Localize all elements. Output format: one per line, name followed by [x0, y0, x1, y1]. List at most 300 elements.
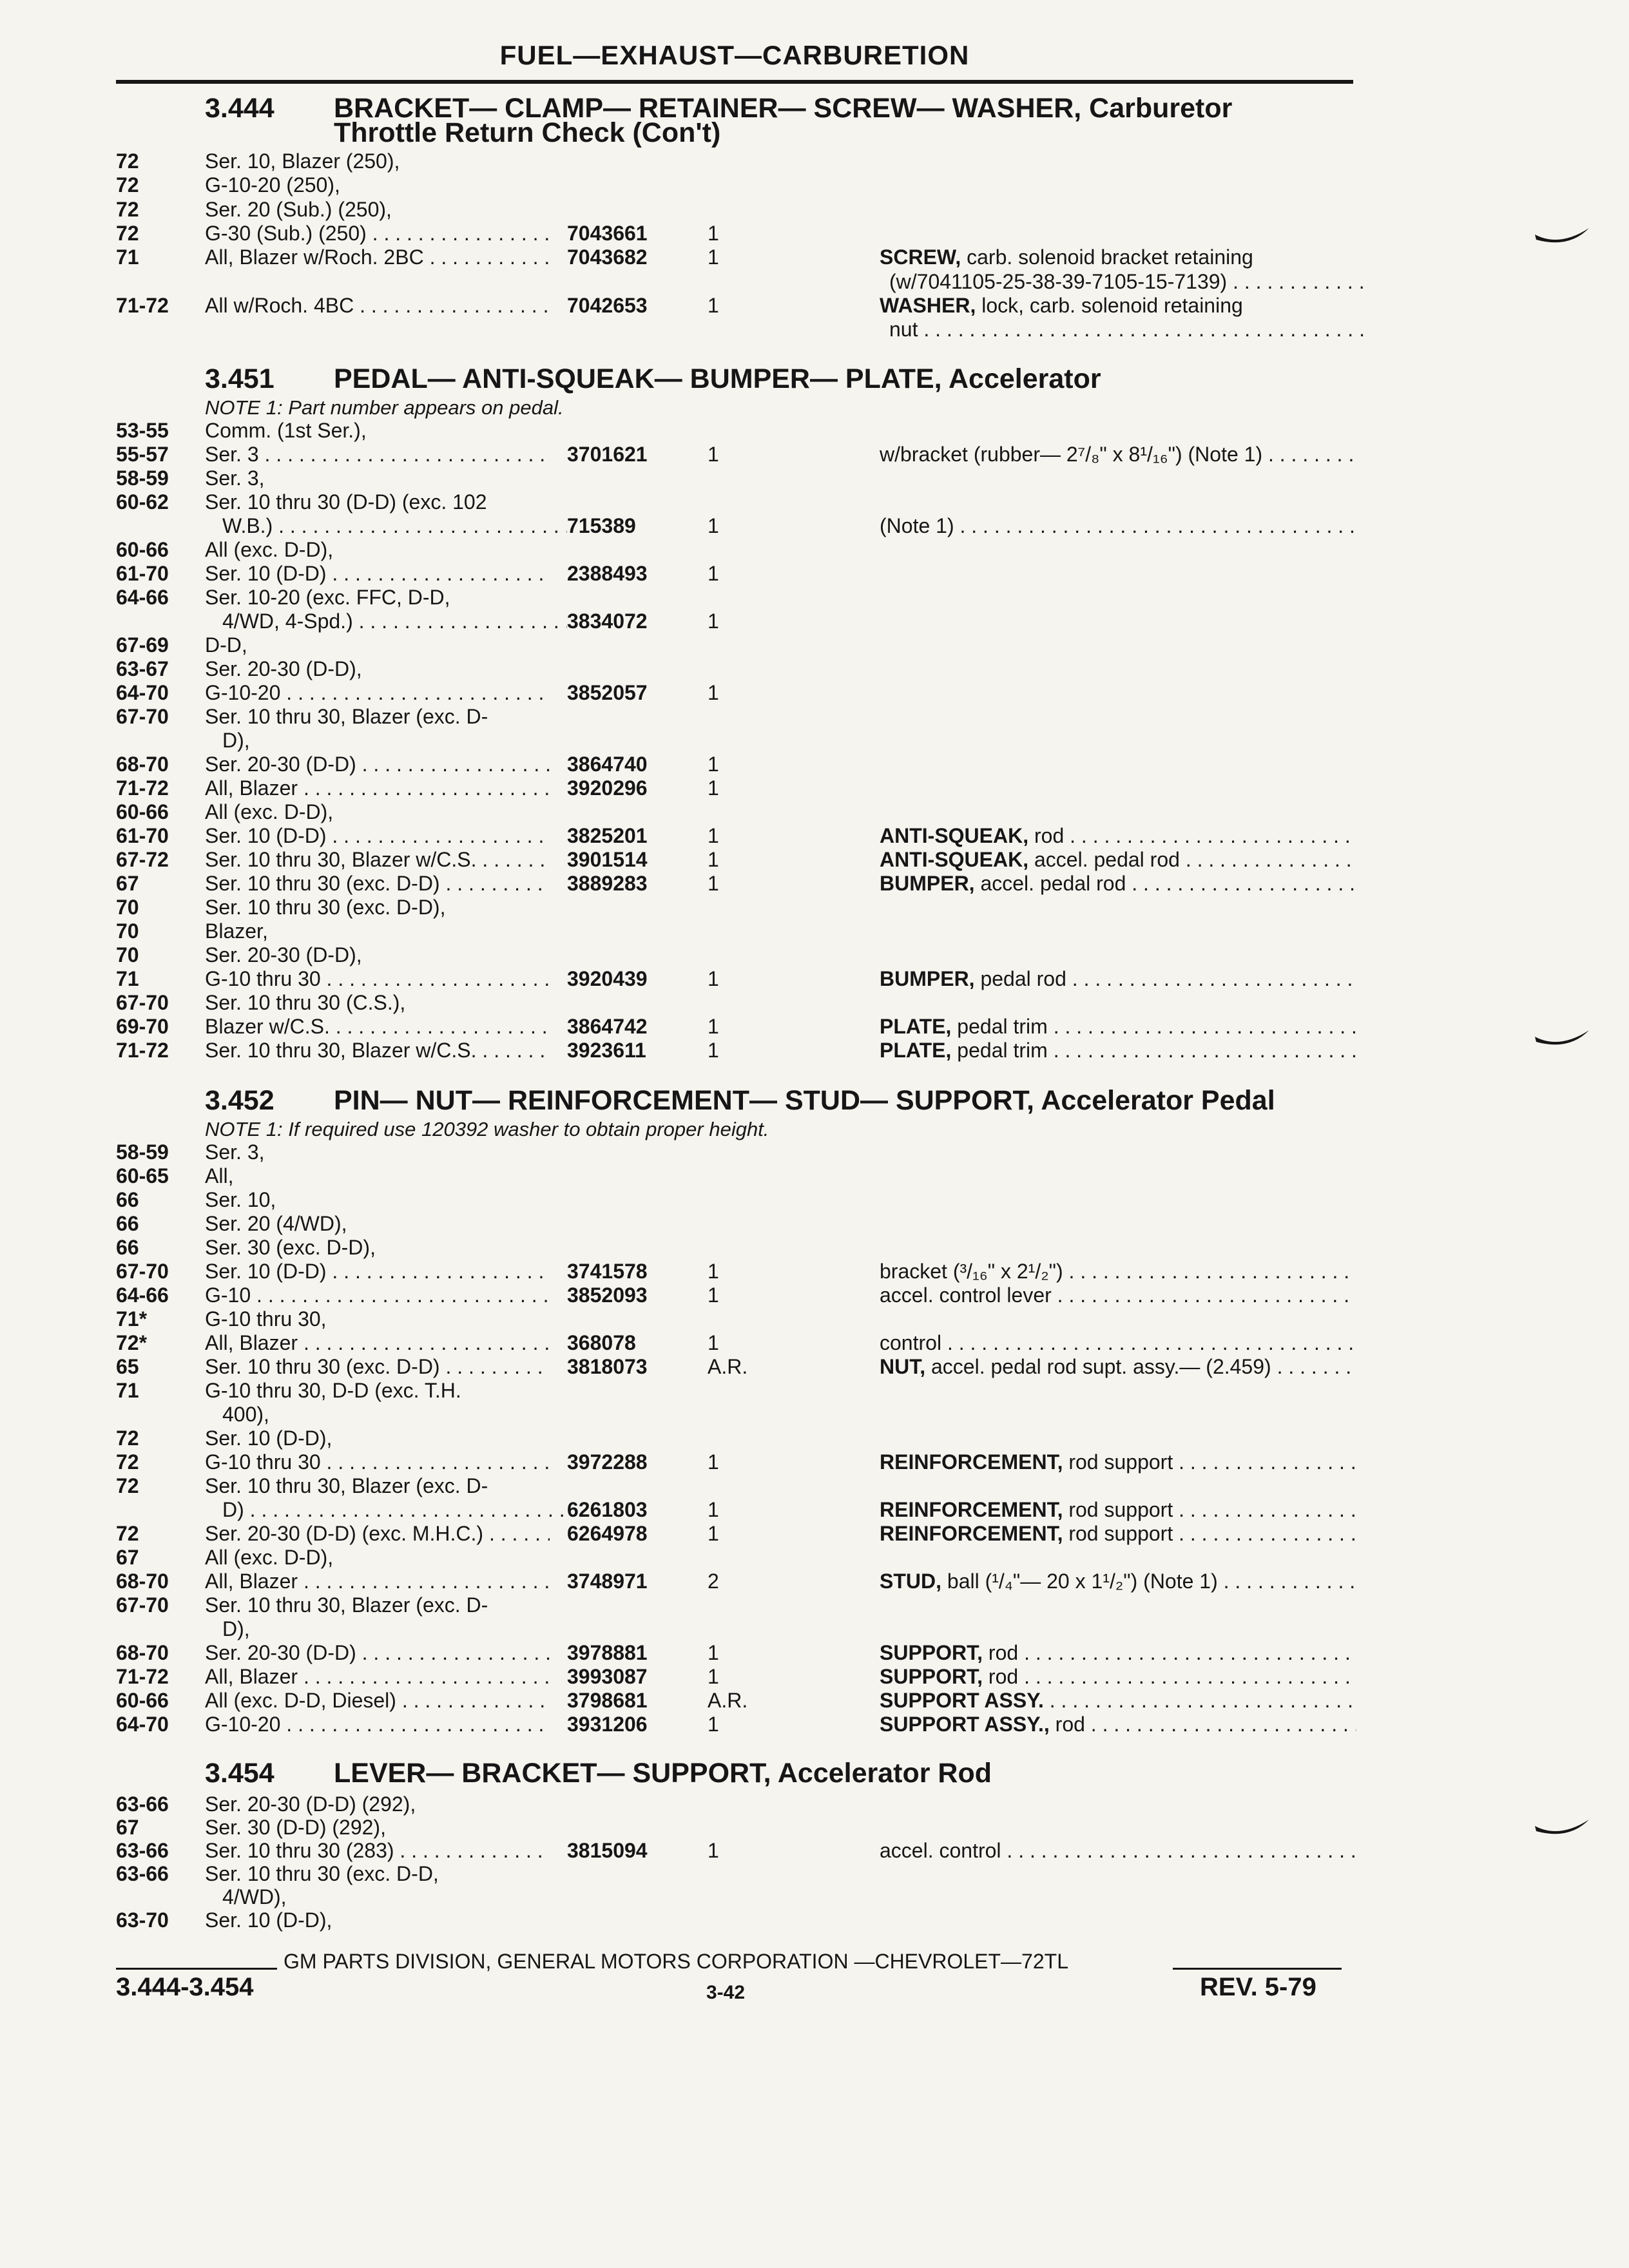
- model-year: 71-72: [116, 1039, 169, 1062]
- table-row: [0, 1641, 1629, 1665]
- application-desc: Ser. 10 thru 30, Blazer w/C.S. . . .: [205, 848, 550, 872]
- part-name: REINFORCEMENT,: [880, 1450, 1063, 1474]
- model-year: 60-62: [116, 490, 169, 514]
- quantity: 1: [708, 1331, 719, 1354]
- part-description: [889, 318, 1366, 341]
- application-desc: All (exc. D-D),: [205, 538, 334, 561]
- quantity: 1: [708, 1522, 719, 1545]
- table-row: [0, 514, 1629, 538]
- table-row: [0, 1474, 1629, 1498]
- part-detail: bracket (³/₁₆" x 2¹/₂"): [880, 1260, 1063, 1283]
- model-year: 70: [116, 896, 139, 919]
- part-number: 3834072: [567, 610, 648, 633]
- part-number: 3748971: [567, 1570, 648, 1593]
- part-detail: nut: [889, 318, 918, 341]
- header-rule: [116, 80, 1353, 84]
- application-desc: Ser. 10 (D-D) . . .: [205, 824, 550, 848]
- section-title: PEDAL— ANTI-SQUEAK— BUMPER— PLATE, Accelerator: [334, 363, 1101, 394]
- application-desc: Ser. 20-30 (D-D) . . .: [205, 753, 550, 776]
- application-desc: 400),: [222, 1403, 269, 1426]
- model-year: 67-70: [116, 705, 169, 728]
- part-number: 3931206: [567, 1713, 648, 1736]
- section-heading: [205, 1758, 992, 1789]
- quantity: 1: [708, 824, 719, 847]
- application-desc: Ser. 10 thru 30 (D-D) (exc. 102: [205, 490, 487, 514]
- section-number: 3.454: [205, 1758, 275, 1789]
- model-year: 63-66: [116, 1792, 169, 1816]
- model-year: 68-70: [116, 1641, 169, 1664]
- part-detail: rod support: [1063, 1450, 1173, 1474]
- table-row: [0, 586, 1629, 610]
- table-row: [0, 1427, 1629, 1450]
- quantity: A.R.: [708, 1689, 748, 1712]
- table-row: [0, 1379, 1629, 1403]
- part-detail: lock, carb. solenoid retaining: [976, 293, 1243, 317]
- part-number: 3923611: [567, 1039, 646, 1062]
- table-row: [0, 1498, 1629, 1522]
- table-row: [0, 1015, 1629, 1039]
- part-detail: carb. solenoid bracket retaining: [961, 245, 1253, 269]
- model-year: 71: [116, 245, 139, 269]
- part-number: 7043682: [567, 245, 648, 269]
- table-row: [0, 776, 1629, 800]
- part-description: [880, 1355, 1356, 1379]
- application-desc: Ser. 10 thru 30 (exc. D-D) . . .: [205, 1355, 550, 1379]
- model-year: 72: [116, 197, 139, 221]
- part-name: REINFORCEMENT,: [880, 1498, 1063, 1521]
- footer-revision: REV. 5-79: [1200, 1973, 1316, 2001]
- table-row: [0, 419, 1629, 443]
- application-desc: All (exc. D-D, Diesel) . . .: [205, 1689, 550, 1713]
- model-year: 67-70: [116, 1260, 169, 1283]
- quantity: 1: [708, 245, 719, 269]
- table-row: [0, 1403, 1629, 1427]
- application-desc: Blazer,: [205, 919, 268, 943]
- section-note: NOTE 1: If required use 120392 washer to obtain proper height.: [205, 1118, 769, 1140]
- part-description: [880, 294, 1356, 318]
- quantity: 1: [708, 1713, 719, 1736]
- application-desc: All (exc. D-D),: [205, 1546, 334, 1569]
- part-detail: rod: [1028, 824, 1065, 847]
- application-desc: G-10 . . .: [205, 1283, 550, 1307]
- quantity: 1: [708, 1641, 719, 1664]
- quantity: 1: [708, 221, 719, 245]
- table-row: [0, 1839, 1629, 1863]
- part-description: [880, 1713, 1356, 1736]
- table-row: [0, 610, 1629, 633]
- quantity: 1: [708, 872, 719, 895]
- part-detail: rod support: [1063, 1522, 1173, 1545]
- model-year: 68-70: [116, 1570, 169, 1593]
- application-desc: Ser. 20 (Sub.) (250),: [205, 197, 392, 221]
- part-description: [880, 1039, 1356, 1062]
- application-desc: Ser. 10 (D-D) . . .: [205, 1260, 550, 1283]
- table-row: [0, 1665, 1629, 1689]
- part-number: 3798681: [567, 1689, 648, 1712]
- part-number: 3815094: [567, 1839, 648, 1862]
- table-row: [0, 1331, 1629, 1355]
- part-number: 6261803: [567, 1498, 648, 1521]
- part-description: [880, 1498, 1356, 1522]
- part-number: 7043661: [567, 221, 648, 245]
- model-year: 65: [116, 1355, 139, 1378]
- part-number: 2388493: [567, 562, 648, 585]
- part-name: ANTI-SQUEAK,: [880, 824, 1029, 847]
- part-description: [880, 514, 1356, 538]
- part-detail: w/bracket (rubber— 2⁷/₈" x 8¹/₁₆") (Note 1): [880, 443, 1263, 466]
- table-row: [0, 1570, 1629, 1593]
- model-year: 70: [116, 943, 139, 966]
- table-row: [0, 1039, 1629, 1062]
- part-description: [880, 245, 1356, 269]
- part-number: 3864742: [567, 1015, 648, 1038]
- application-desc: Ser. 20-30 (D-D) (exc. M.H.C.) . . .: [205, 1522, 550, 1546]
- table-row: [0, 824, 1629, 848]
- application-desc: All, Blazer . . .: [205, 1570, 550, 1593]
- table-row: [0, 1307, 1629, 1331]
- table-row: [0, 318, 1629, 341]
- application-desc: G-10 thru 30,: [205, 1307, 327, 1331]
- table-row: [0, 729, 1629, 753]
- part-description: [880, 1522, 1356, 1546]
- table-row: [0, 848, 1629, 872]
- model-year: 60-65: [116, 1164, 169, 1187]
- footer-publisher: GM PARTS DIVISION, GENERAL MOTORS CORPORATION —CHEVROLET—72TL: [284, 1950, 1068, 1973]
- model-year: 60-66: [116, 1689, 169, 1712]
- model-year: 71-72: [116, 1665, 169, 1688]
- table-row: [0, 1593, 1629, 1617]
- application-desc: G-10 thru 30, D-D (exc. T.H.: [205, 1379, 461, 1402]
- application-desc: Ser. 3 . . .: [205, 443, 550, 466]
- application-desc: Ser. 20-30 (D-D) (292),: [205, 1792, 416, 1816]
- model-year: 72: [116, 1450, 139, 1474]
- table-row: [0, 753, 1629, 776]
- table-row: [0, 872, 1629, 896]
- quantity: 2: [708, 1570, 719, 1593]
- application-desc: Ser. 10 thru 30, Blazer (exc. D-: [205, 705, 488, 728]
- table-row: [0, 943, 1629, 967]
- table-row: [0, 919, 1629, 943]
- model-year: 58-59: [116, 466, 169, 490]
- part-name: SUPPORT ASSY.,: [880, 1713, 1050, 1736]
- application-desc: D-D,: [205, 633, 247, 657]
- part-description: [880, 1665, 1356, 1689]
- table-row: [0, 1260, 1629, 1283]
- application-desc: Ser. 10 thru 30, Blazer (exc. D-: [205, 1474, 488, 1497]
- page-header: FUEL—EXHAUST—CARBURETION: [499, 40, 970, 70]
- table-row: [0, 270, 1629, 294]
- model-year: 63-66: [116, 1839, 169, 1862]
- model-year: 64-66: [116, 1283, 169, 1307]
- quantity: 1: [708, 1839, 719, 1862]
- table-row: [0, 1355, 1629, 1379]
- part-name: REINFORCEMENT,: [880, 1522, 1063, 1545]
- part-detail: (Note 1): [880, 514, 954, 537]
- part-detail: pedal trim: [951, 1039, 1048, 1062]
- quantity: A.R.: [708, 1355, 748, 1378]
- quantity: 1: [708, 753, 719, 776]
- part-description: [880, 1641, 1356, 1665]
- application-desc: Ser. 30 (exc. D-D),: [205, 1236, 376, 1259]
- part-number: 3741578: [567, 1260, 648, 1283]
- model-year: 72: [116, 149, 139, 173]
- part-name: SUPPORT ASSY.: [880, 1689, 1044, 1712]
- table-row: [0, 538, 1629, 562]
- part-number: 715389: [567, 514, 636, 537]
- table-row: [0, 633, 1629, 657]
- application-desc: 4/WD),: [222, 1885, 287, 1908]
- table-row: [0, 466, 1629, 490]
- model-year: 72: [116, 1474, 139, 1497]
- application-desc: G-10 thru 30 . . .: [205, 967, 550, 991]
- part-name: PLATE,: [880, 1015, 952, 1038]
- application-desc: D),: [222, 729, 250, 752]
- application-desc: Blazer w/C.S. . . .: [205, 1015, 550, 1039]
- table-row: [0, 800, 1629, 824]
- table-row: [0, 1236, 1629, 1260]
- model-year: 71-72: [116, 776, 169, 800]
- quantity: 1: [708, 562, 719, 585]
- table-row: [0, 1816, 1629, 1840]
- quantity: 1: [708, 1665, 719, 1688]
- binder-mark-icon: [1534, 1028, 1592, 1053]
- part-number: 3920296: [567, 776, 648, 800]
- model-year: 63-66: [116, 1862, 169, 1885]
- part-number: 3852093: [567, 1283, 648, 1307]
- application-desc: Ser. 20-30 (D-D),: [205, 943, 362, 966]
- part-description: [880, 1283, 1356, 1307]
- part-number: 3901514: [567, 848, 648, 871]
- part-detail: accel. control lever: [880, 1283, 1052, 1307]
- part-name: BUMPER,: [880, 872, 975, 895]
- model-year: 72: [116, 173, 139, 197]
- table-row: [0, 896, 1629, 919]
- model-year: 60-66: [116, 800, 169, 823]
- part-number: 3993087: [567, 1665, 648, 1688]
- part-number: 368078: [567, 1331, 636, 1354]
- part-number: 7042653: [567, 293, 648, 317]
- table-row: [0, 1862, 1629, 1886]
- model-year: 67-70: [116, 1593, 169, 1617]
- model-year: 58-59: [116, 1140, 169, 1164]
- quantity: 1: [708, 293, 719, 317]
- part-number: 3864740: [567, 753, 648, 776]
- section-title: BRACKET— CLAMP— RETAINER— SCREW— WASHER, Carburetor: [334, 93, 1233, 124]
- table-row: [0, 443, 1629, 466]
- table-row: [0, 1792, 1629, 1816]
- application-desc: Ser. 10 (D-D),: [205, 1908, 333, 1932]
- part-number: 6264978: [567, 1522, 648, 1545]
- table-row: [0, 1450, 1629, 1474]
- table-row: [0, 1283, 1629, 1307]
- application-desc: Ser. 10, Blazer (250),: [205, 149, 400, 173]
- quantity: 1: [708, 1283, 719, 1307]
- part-description: [880, 1331, 1356, 1355]
- part-number: 3701621: [567, 443, 648, 466]
- part-number: 3920439: [567, 967, 648, 990]
- application-desc: All (exc. D-D),: [205, 800, 334, 823]
- table-row: [0, 705, 1629, 729]
- part-name: ANTI-SQUEAK,: [880, 848, 1029, 871]
- part-number: 3978881: [567, 1641, 648, 1664]
- table-row: [0, 1140, 1629, 1164]
- part-name: BUMPER,: [880, 967, 975, 990]
- table-row: [0, 173, 1629, 197]
- model-year: 66: [116, 1188, 139, 1211]
- table-row: [0, 1908, 1629, 1932]
- part-detail: rod: [983, 1641, 1019, 1664]
- part-number: 3972288: [567, 1450, 648, 1474]
- model-year: 71*: [116, 1307, 148, 1331]
- quantity: 1: [708, 443, 719, 466]
- part-number: 3889283: [567, 872, 648, 895]
- part-detail: ball (¹/₄"— 20 x 1¹/₂") (Note 1): [941, 1570, 1218, 1593]
- model-year: 67: [116, 1816, 139, 1839]
- model-year: 72*: [116, 1331, 148, 1354]
- application-desc: All, Blazer . . .: [205, 1331, 550, 1355]
- quantity: 1: [708, 610, 719, 633]
- model-year: 66: [116, 1212, 139, 1235]
- model-year: 53-55: [116, 419, 169, 442]
- application-desc: Ser. 10 thru 30, Blazer (exc. D-: [205, 1593, 488, 1617]
- application-desc: All, Blazer . . .: [205, 776, 550, 800]
- quantity: 1: [708, 1015, 719, 1038]
- part-name: PLATE,: [880, 1039, 952, 1062]
- model-year: 61-70: [116, 824, 169, 847]
- footer-section-range: 3.444-3.454: [116, 1973, 254, 2001]
- table-row: [0, 1546, 1629, 1570]
- table-row: [0, 681, 1629, 705]
- part-name: SCREW,: [880, 245, 961, 269]
- part-name: WASHER,: [880, 293, 976, 317]
- footer-page-number: 3-42: [706, 1982, 746, 2003]
- application-desc: Ser. 10 thru 30 (exc. D-D),: [205, 896, 446, 919]
- model-year: 63-67: [116, 657, 169, 680]
- section-title: PIN— NUT— REINFORCEMENT— STUD— SUPPORT, Accelerator Pedal: [334, 1085, 1275, 1116]
- quantity: 1: [708, 1450, 719, 1474]
- model-year: 67: [116, 1546, 139, 1569]
- table-row: [0, 1164, 1629, 1188]
- quantity: 1: [708, 1260, 719, 1283]
- table-row: [0, 657, 1629, 681]
- model-year: 71-72: [116, 293, 169, 317]
- part-name: SUPPORT,: [880, 1641, 983, 1664]
- application-desc: Ser. 3,: [205, 1140, 265, 1164]
- part-detail: accel. pedal rod: [974, 872, 1126, 895]
- part-description: [880, 967, 1356, 991]
- part-detail: accel. pedal rod: [1028, 848, 1180, 871]
- application-desc: Ser. 30 (D-D) (292),: [205, 1816, 386, 1839]
- table-row: [0, 245, 1629, 269]
- table-row: [0, 1617, 1629, 1641]
- part-detail: rod support: [1063, 1498, 1173, 1521]
- part-description: [880, 872, 1356, 896]
- table-row: [0, 967, 1629, 991]
- application-desc: Ser. 10 thru 30 (283) . . .: [205, 1839, 550, 1863]
- table-row: [0, 1188, 1629, 1212]
- application-desc: W.B.) . . .: [222, 514, 567, 538]
- part-detail: pedal trim: [951, 1015, 1048, 1038]
- model-year: 67-70: [116, 991, 169, 1014]
- application-desc: Ser. 3,: [205, 466, 265, 490]
- model-year: 70: [116, 919, 139, 943]
- model-year: 71: [116, 967, 139, 990]
- model-year: 72: [116, 1522, 139, 1545]
- part-description: [880, 1839, 1356, 1863]
- table-row: [0, 1885, 1629, 1909]
- table-row: [0, 1522, 1629, 1546]
- table-row: [0, 1689, 1629, 1713]
- quantity: 1: [708, 848, 719, 871]
- part-detail: rod: [983, 1665, 1019, 1688]
- part-name: STUD,: [880, 1570, 941, 1593]
- model-year: 64-70: [116, 1713, 169, 1736]
- application-desc: G-30 (Sub.) (250) . . .: [205, 222, 550, 245]
- application-desc: Ser. 10 thru 30 (exc. D-D) . . .: [205, 872, 550, 896]
- table-row: [0, 222, 1629, 245]
- model-year: 67: [116, 872, 139, 895]
- part-name: NUT,: [880, 1355, 926, 1378]
- section-subtitle: Throttle Return Check (Con't): [334, 117, 721, 148]
- section-note: NOTE 1: Part number appears on pedal.: [205, 396, 564, 419]
- model-year: 64-70: [116, 681, 169, 704]
- quantity: 1: [708, 967, 719, 990]
- part-detail: accel. pedal rod supt. assy.— (2.459): [925, 1355, 1271, 1378]
- model-year: 63-70: [116, 1908, 169, 1932]
- quantity: 1: [708, 776, 719, 800]
- footer-rule-left: [116, 1968, 277, 1970]
- part-description: [880, 1015, 1356, 1039]
- model-year: 64-66: [116, 586, 169, 609]
- table-row: [0, 562, 1629, 586]
- application-desc: D),: [222, 1617, 250, 1640]
- section-number: 3.444: [205, 93, 275, 124]
- part-description: [880, 443, 1356, 466]
- section-number: 3.451: [205, 363, 275, 394]
- quantity: 1: [708, 514, 719, 537]
- part-detail: (w/7041105-25-38-39-7105-15-7139): [889, 269, 1228, 293]
- table-row: [0, 490, 1629, 514]
- part-description: [880, 1689, 1356, 1713]
- section-number: 3.452: [205, 1085, 275, 1116]
- part-detail: pedal rod: [974, 967, 1066, 990]
- application-desc: G-10-20 . . .: [205, 1713, 550, 1736]
- application-desc: Ser. 10 (D-D) . . .: [205, 562, 550, 586]
- section-title: LEVER— BRACKET— SUPPORT, Accelerator Rod: [334, 1758, 992, 1789]
- table-row: [0, 1713, 1629, 1736]
- part-number: 3818073: [567, 1355, 648, 1378]
- table-row: [0, 991, 1629, 1015]
- part-description: [889, 270, 1366, 294]
- footer-rule-right: [1173, 1968, 1342, 1970]
- application-desc: G-10-20 (250),: [205, 173, 340, 197]
- application-desc: All w/Roch. 4BC . . .: [205, 294, 550, 318]
- model-year: 67-72: [116, 848, 169, 871]
- part-detail: accel. control: [880, 1839, 1001, 1862]
- section-heading: [205, 1085, 1275, 1116]
- quantity: 1: [708, 1498, 719, 1521]
- model-year: 67-69: [116, 633, 169, 657]
- application-desc: Ser. 10 thru 30, Blazer w/C.S. . . .: [205, 1039, 550, 1062]
- application-desc: Ser. 10 thru 30 (C.S.),: [205, 991, 406, 1014]
- application-desc: Ser. 10,: [205, 1188, 276, 1211]
- model-year: 72: [116, 1427, 139, 1450]
- application-desc: D) . . .: [222, 1498, 567, 1522]
- application-desc: Ser. 10-20 (exc. FFC, D-D,: [205, 586, 450, 609]
- application-desc: G-10 thru 30 . . .: [205, 1450, 550, 1474]
- model-year: 71: [116, 1379, 139, 1402]
- part-name: SUPPORT,: [880, 1665, 983, 1688]
